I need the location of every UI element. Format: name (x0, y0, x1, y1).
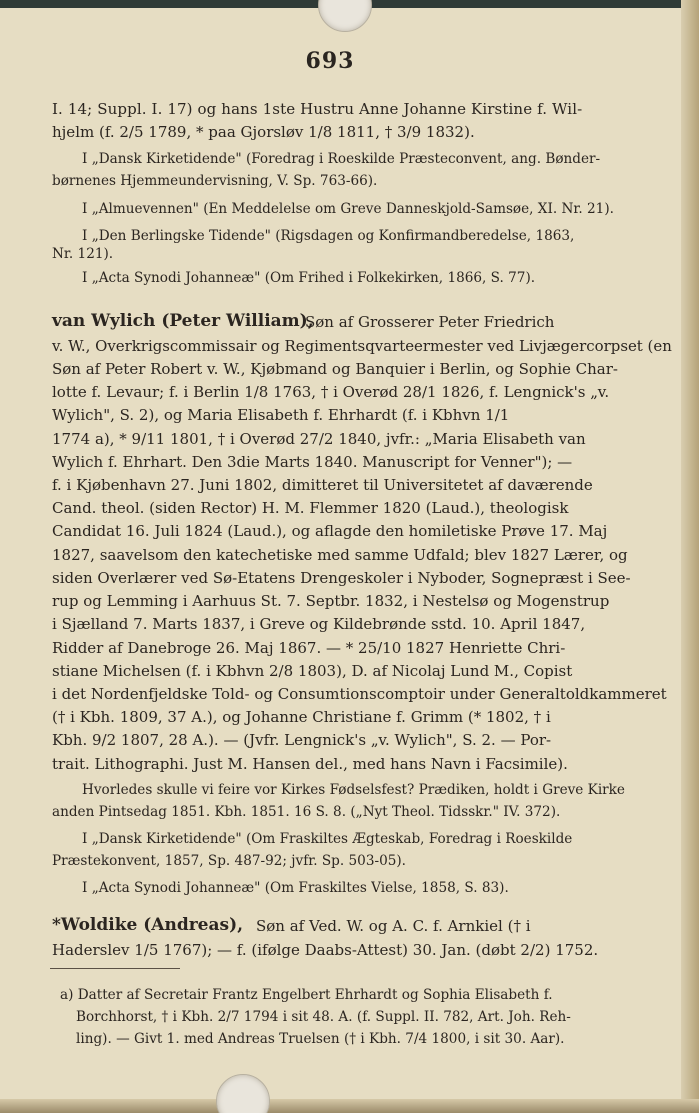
page-edge (681, 0, 699, 1113)
text-line: Hvorledes skulle vi feire vor Kirkes Fødselsfest? Prædiken, holdt i Greve Kirke (82, 782, 625, 798)
text-line: Søn af Grosserer Peter Friedrich (305, 313, 555, 331)
text-line: I „Acta Synodi Johanneæ" (Om Frihed i Folkekirken, 1866, S. 77). (82, 270, 536, 286)
page-number: 693 (305, 48, 355, 74)
text-line: I „Dansk Kirketidende" (Foredrag i Roeskilde Præsteconvent, ang. Bønder- (82, 151, 601, 167)
text-line: Søn af Ved. W. og A. C. f. Arnkiel († i (256, 917, 531, 935)
text-line: Candidat 16. Juli 1824 (Laud.), og aflagde den homiletiske Prøve 17. Maj (52, 522, 608, 540)
text-line: hjelm (f. 2/5 1789, * paa Gjorsløv 1/8 1811, † 3/9 1832). (52, 123, 475, 141)
text-line: Nr. 121). (52, 246, 114, 262)
text-line: I „Almuevennen" (En Meddelelse om Greve Danneskjold-Samsøe, XI. Nr. 21). (82, 201, 614, 217)
text-line: siden Overlærer ved Sø-Etatens Drengeskoler i Nyboder, Sognepræst i See- (52, 569, 631, 587)
text-line: († i Kbh. 1809, 37 A.), og Johanne Christiane f. Grimm (* 1802, † i (52, 708, 551, 726)
text-line: lotte f. Levaur; f. i Berlin 1/8 1763, † i Overød 28/1 1826, f. Lengnick's „v. (52, 383, 610, 401)
text-line: i det Nordenfjeldske Told- og Consumtionscomptoir under Generaltoldkammeret (52, 685, 667, 703)
text-line: Cand. theol. (siden Rector) H. M. Flemmer 1820 (Laud.), theologisk (52, 499, 569, 517)
text-line: anden Pintsedag 1851. Kbh. 1851. 16 S. 8. („Nyt Theol. Tidsskr." IV. 372). (52, 804, 561, 820)
text-line: stiane Michelsen (f. i Kbhvn 2/8 1803), D. af Nicolaj Lund M., Copist (52, 662, 573, 680)
text-line: I „Dansk Kirketidende" (Om Fraskiltes Ægteskab, Foredrag i Roeskilde (82, 831, 573, 847)
clip-mark-bottom (216, 1074, 270, 1113)
footnote-line: ling). — Givt 1. med Andreas Truelsen († i Kbh. 7/4 1800, i sit 30. Aar). (76, 1031, 565, 1047)
text-line: 1774 a), * 9/11 1801, † i Overød 27/2 1840, jvfr.: „Maria Elisabeth van (52, 430, 586, 448)
text-line: I „Acta Synodi Johanneæ" (Om Fraskiltes Vielse, 1858, S. 83). (82, 880, 509, 896)
text-line: Wylich", S. 2), og Maria Elisabeth f. Ehrhardt (f. i Kbhvn 1/1 (52, 406, 510, 424)
footnote-line: a) Datter af Secretair Frantz Engelbert Ehrhardt og Sophia Elisabeth f. (60, 987, 553, 1003)
entry-heading: van Wylich (Peter William), (52, 311, 314, 331)
text-line: f. i Kjøbenhavn 27. Juni 1802, dimitteret til Universitetet af daværende (52, 476, 593, 494)
text-line: I „Den Berlingske Tidende" (Rigsdagen og Konfirmandberedelse, 1863, (82, 228, 575, 244)
text-line: Haderslev 1/5 1767); — f. (ifølge Daabs-Attest) 30. Jan. (døbt 2/2) 1752. (52, 941, 599, 959)
footnote-line: Borchhorst, † i Kbh. 2/7 1794 i sit 48. A. (f. Suppl. II. 782, Art. Joh. Reh- (76, 1009, 571, 1025)
text-line: trait. Lithographi. Just M. Hansen del., med hans Navn i Facsimile). (52, 755, 568, 773)
text-line: 1827, saavelsom den katechetiske med samme Udfald; blev 1827 Lærer, og (52, 546, 628, 564)
text-line: rup og Lemming i Aarhuus St. 7. Septbr. 1832, i Nestelsø og Mogenstrup (52, 592, 610, 610)
text-line: i Sjælland 7. Marts 1837, i Greve og Kildebrønde sstd. 10. April 1847, (52, 615, 586, 633)
footnote-rule (50, 968, 180, 969)
entry-heading: *Woldike (Andreas), (52, 915, 244, 935)
bottom-edge (0, 1099, 699, 1113)
text-line: I. 14; Suppl. I. 17) og hans 1ste Hustru Anne Johanne Kirstine f. Wil- (52, 100, 583, 118)
text-line: Søn af Peter Robert v. W., Kjøbmand og Banquier i Berlin, og Sophie Char- (52, 360, 618, 378)
clip-mark-top (318, 0, 372, 32)
text-line: Kbh. 9/2 1807, 28 A.). — (Jvfr. Lengnick's „v. Wylich", S. 2. — Por- (52, 731, 552, 749)
text-line: v. W., Overkrigscommissair og Regimentsqvarteermester ved Livjægercorpset (en (52, 337, 672, 355)
text-line: Præstekonvent, 1857, Sp. 487-92; jvfr. Sp. 503-05). (52, 853, 406, 869)
text-line: Ridder af Danebroge 26. Maj 1867. — * 25/10 1827 Henriette Chri- (52, 639, 566, 657)
text-line: Wylich f. Ehrhart. Den 3die Marts 1840. Manuscript for Venner"); — (52, 453, 573, 471)
text-line: børnenes Hjemmeundervisning, V. Sp. 763-66). (52, 173, 378, 189)
